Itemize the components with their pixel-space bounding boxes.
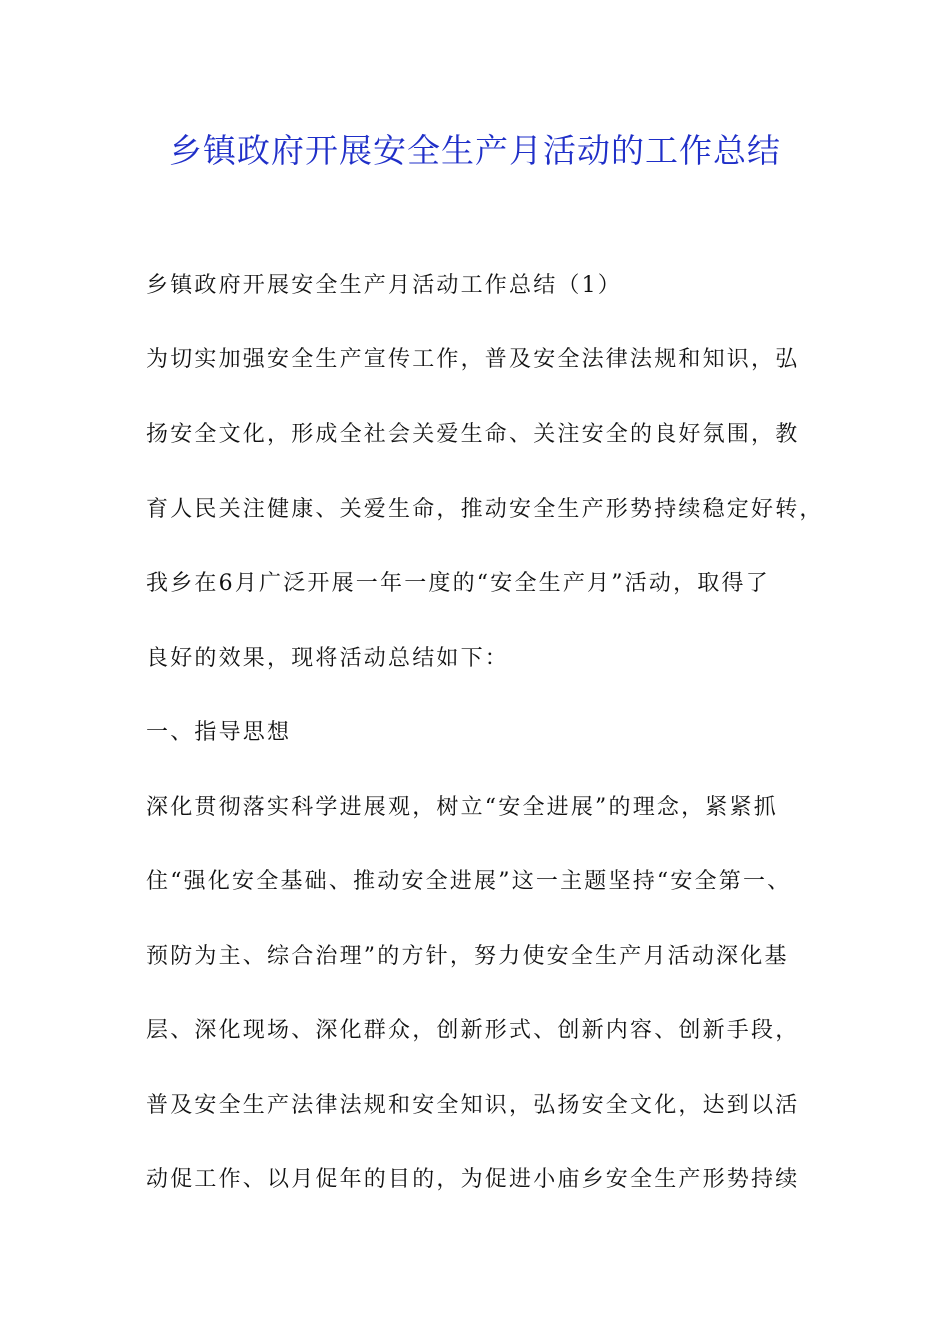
paragraph-line: 良好的效果，现将活动总结如下：	[146, 646, 510, 671]
paragraph-line: 层、深化现场、深化群众，创新形式、创新内容、创新手段，	[146, 1018, 800, 1043]
section-heading: 一、指导思想	[146, 720, 292, 745]
paragraph-line: 深化贯彻落实科学进展观，树立“安全进展”的理念，紧紧抓	[146, 795, 778, 820]
paragraph-line: 住“强化安全基础、推动安全进展”这一主题坚持“安全第一、	[146, 869, 792, 894]
paragraph-line: 动促工作、以月促年的目的，为促进小庙乡安全生产形势持续	[146, 1167, 800, 1192]
paragraph-line: 为切实加强安全生产宣传工作，普及安全法律法规和知识，弘	[146, 347, 800, 372]
section-heading: 乡镇政府开展安全生产月活动工作总结（1）	[146, 273, 622, 298]
paragraph-line: 我乡在6月广泛开展一年一度的“安全生产月”活动，取得了	[146, 571, 770, 596]
paragraph-line: 普及安全生产法律法规和安全知识，弘扬安全文化，达到以活	[146, 1093, 800, 1118]
paragraph-line: 扬安全文化，形成全社会关爱生命、关注安全的良好氛围，教	[146, 422, 800, 447]
paragraph-line: 育人民关注健康、关爱生命，推动安全生产形势持续稳定好转，	[146, 497, 824, 522]
document-title: 乡镇政府开展安全生产月活动的工作总结	[169, 131, 781, 170]
paragraph-line: 预防为主、综合治理”的方针，努力使安全生产月活动深化基	[146, 944, 789, 969]
